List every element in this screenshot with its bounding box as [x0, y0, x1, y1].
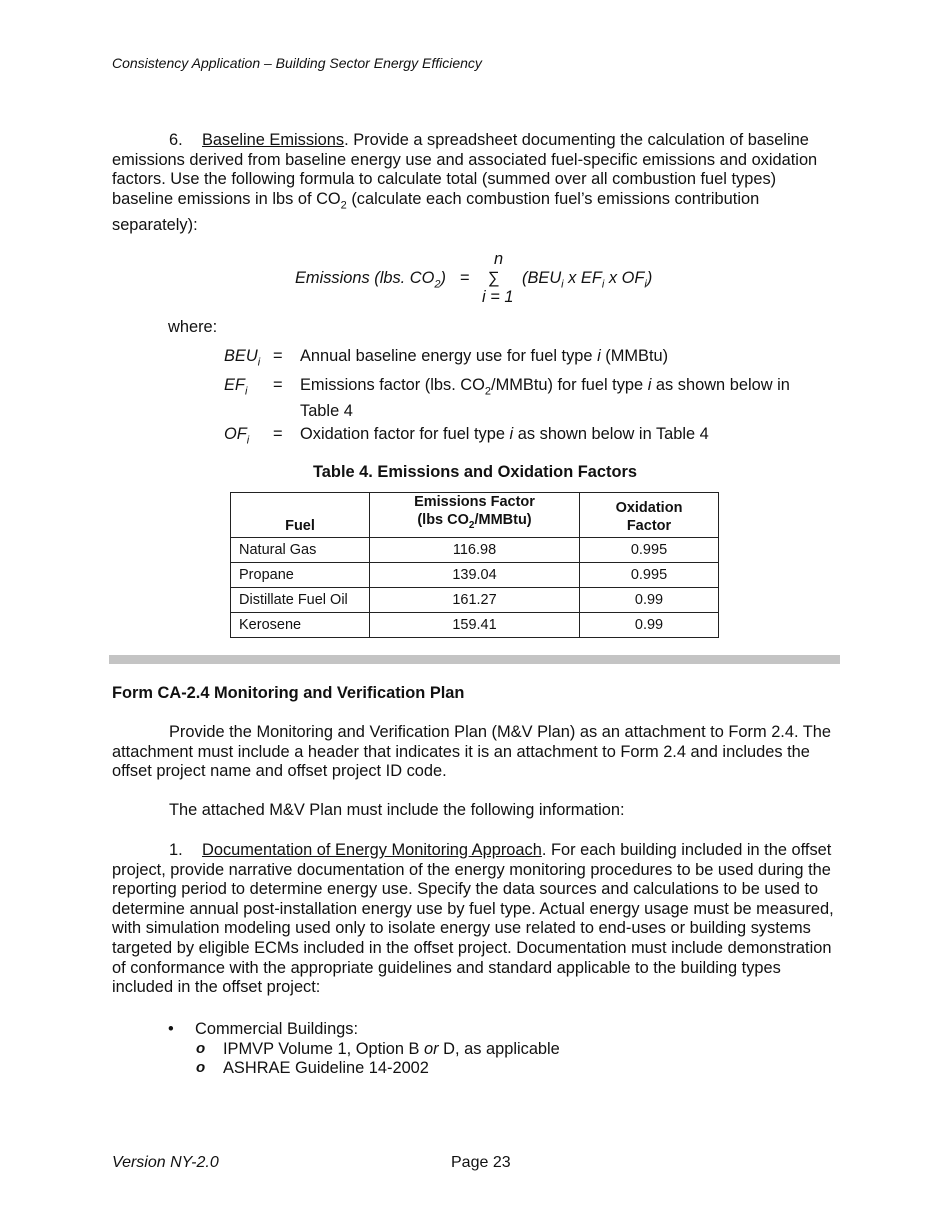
cell-fuel: Natural Gas: [231, 537, 370, 562]
sub-bullet-marker-icon: o: [196, 1040, 206, 1057]
cell-ef: 116.98: [370, 537, 580, 562]
emissions-factors-table: [230, 492, 719, 638]
item-1-paragraph: 1. Documentation of Energy Monitoring Approach. For each building included in the offset project, provide narrative documentation of the energy monitoring procedures to be used during the reporting period to determine energy use. Specify the data sources and calculations to be used to determine annual post-installation energy use by fuel type. Actual energy usage must be measured, with simulation modeling used only to isolate energy use related to end-uses or building systems targeted by eligible ECMs included in the offset project. Documentation must include demonstration of conformance with the appropriate guidelines and standard applicable to the building types included in the offset project:: [112, 841, 834, 997]
footer-version: Version NY-2.0: [112, 1154, 219, 1171]
sum-lower-limit: i = 1: [482, 288, 514, 306]
cell-ef: 139.04: [370, 562, 580, 587]
item-6-paragraph: 6. Baseline Emissions. Provide a spreadsheet documenting the calculation of baseline emissions derived from baseline energy use and associated fuel-specific emissions and oxidation factors. Use the following formula to calculate total (summed over all combustion fuel types) baseline emissions in lbs of $CO_2$ (calculate each combustion fuel’s emissions contribution separately):: [112, 131, 818, 234]
sigma-symbol: ∑: [488, 269, 500, 287]
header-fuel: Fuel: [231, 493, 370, 538]
table-row: [231, 587, 719, 612]
table-row: [231, 537, 719, 562]
page-header: Consistency Application – Building Sector Energy Efficiency: [112, 55, 482, 71]
section-divider: [109, 655, 840, 664]
item-1-title: Documentation of Energy Monitoring Approach: [202, 841, 542, 859]
formula-lhs: Emissions (lbs. $CO_2$): [295, 269, 446, 291]
cell-of: 0.99: [580, 587, 719, 612]
formula-equals: =: [460, 269, 470, 287]
section-title: Form CA-2.4 Monitoring and Verification Plan: [112, 684, 465, 702]
table-caption: Table 4. Emissions and Oxidation Factors: [313, 463, 637, 481]
section-paragraph-1: Provide the Monitoring and Verification Plan (M&V Plan) as an attachment to Form 2.4. The attachment must include a header that indicates it is an attachment to Form 2.4 and includes the offset project name and offset project ID code.: [112, 723, 832, 781]
footer-page-number: Page 23: [451, 1154, 511, 1171]
sub-bullet-marker-icon: o: [196, 1059, 206, 1076]
item-1-number: 1.: [169, 841, 183, 859]
cell-of: 0.995: [580, 537, 719, 562]
section-paragraph-2: The attached M&V Plan must include the following information:: [169, 801, 625, 819]
where-label: where:: [168, 318, 218, 336]
cell-ef: 161.27: [370, 587, 580, 612]
table-header-row: [231, 493, 719, 538]
cell-fuel: Propane: [231, 562, 370, 587]
bullet-dot-icon: •: [168, 1020, 174, 1038]
cell-fuel: Distillate Fuel Oil: [231, 587, 370, 612]
header-oxidation-factor: Oxidation Factor: [580, 493, 719, 538]
item-6-title: Baseline Emissions: [202, 131, 345, 149]
cell-of: 0.99: [580, 612, 719, 637]
formula-rhs: ($BEU_i$ x $EF_i$ x $OF_i$): [522, 269, 653, 291]
table-row: [231, 612, 719, 637]
cell-ef: 159.41: [370, 612, 580, 637]
table-row: [231, 562, 719, 587]
emissions-formula: [0, 250, 950, 310]
sum-upper-limit: n: [494, 250, 504, 268]
header-emissions-factor: Emissions Factor (lbs $CO_2/MMBtu$): [370, 493, 580, 538]
cell-of: 0.995: [580, 562, 719, 587]
cell-fuel: Kerosene: [231, 612, 370, 637]
item-6-number: 6.: [169, 131, 183, 149]
